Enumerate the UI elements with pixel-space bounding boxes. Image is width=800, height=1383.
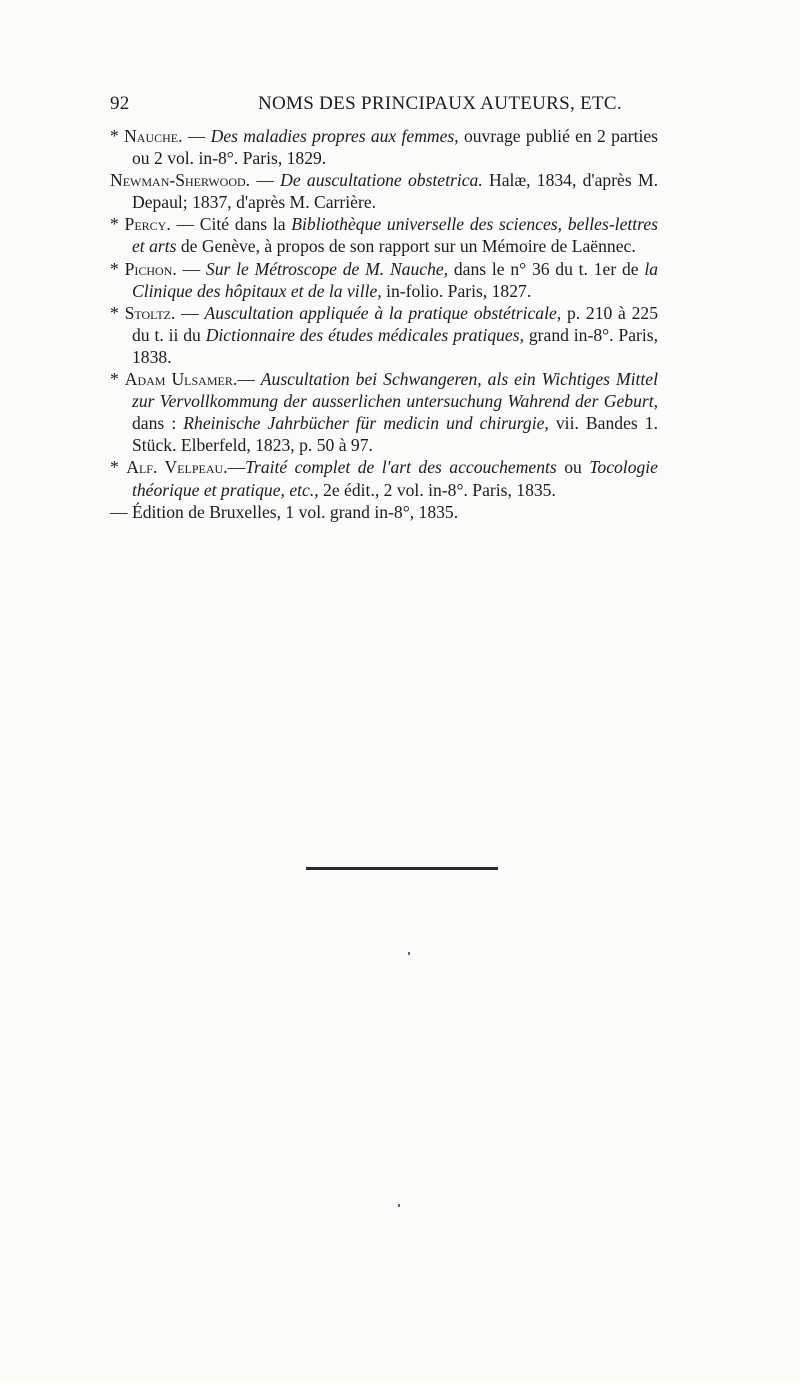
bibliography-entry (110, 501, 658, 523)
entry-title: Bibliothèque universelle des sciences, belles-lettres et arts (132, 214, 658, 257)
entry-title: Des maladies propres aux femmes (210, 126, 455, 146)
page-number: 92 (110, 93, 130, 114)
entry-marker: * (110, 302, 125, 323)
entry-author: Adam Ulsamer. (124, 369, 238, 390)
entry-marker: * (110, 214, 125, 235)
entry-text: — (182, 126, 211, 146)
entry-text: de Genève, à propos de son rapport sur un Mémoire de Laënnec. (176, 236, 636, 257)
entry-text: Halæ, 1834, d'après M. Depaul; 1837, d'après M. Carrière. (132, 170, 658, 213)
print-speck (408, 952, 410, 955)
entry-marker: * (110, 258, 125, 279)
entry-text: dans le n° 36 du t. 1er de (448, 258, 645, 279)
entry-author: Nauche. (124, 126, 183, 146)
entry-text: , ouvrage publié en 2 parties ou 2 vol. in-8°. Paris, 1829. (132, 126, 658, 169)
entry-author: Percy. (124, 214, 171, 235)
entry-text: dans : (132, 413, 184, 434)
entry-text: — Cité dans la (170, 214, 292, 235)
page-header (110, 93, 670, 119)
entry-title: Sur le Métroscope de M. Nauche, (205, 258, 449, 279)
bibliography-entry (110, 125, 658, 169)
entry-text: — (227, 457, 246, 478)
bibliography-entry (110, 169, 658, 213)
entry-title: Dictionnaire des études médicales pratiques, (205, 324, 524, 345)
entry-marker: * (110, 457, 127, 478)
entry-title: Auscultation appliquée à la pratique obstétricale, (204, 302, 562, 323)
entry-marker: * (110, 369, 125, 390)
entry-title: Auscultation bei Schwangeren, als ein Wichtiges Mittel zur Vervollkommung der ausserlichen untersuchung Wahrend der Geburt, (132, 369, 658, 412)
bibliography-entry (110, 456, 658, 500)
entry-author: Pichon. (124, 258, 177, 279)
entry-text: — (237, 369, 261, 390)
bibliography-entry (110, 368, 658, 456)
entry-title: Tocologie théorique et pratique, etc., (132, 457, 658, 500)
entry-text: — (175, 302, 205, 323)
running-title: NOMS DES PRINCIPAUX AUTEURS, ETC. (258, 93, 622, 114)
entry-text: ou (556, 457, 590, 478)
entry-text: — (250, 170, 281, 191)
bibliography-entry (110, 302, 658, 368)
bibliography-entry (110, 258, 658, 302)
entry-title: la Clinique des hôpitaux et de la ville, (132, 258, 659, 301)
entry-author: Newman-Sherwood. (110, 170, 251, 191)
section-rule (306, 867, 498, 870)
entry-title: Rheinische Jahrbücher für medicin und chirurgie, (183, 413, 549, 434)
bibliography-entry (110, 213, 658, 257)
entry-text: — (176, 258, 206, 279)
entry-text: vii. Bandes 1. Stück. Elberfeld, 1823, p. 50 à 97. (132, 413, 659, 456)
entry-title: De auscultatione obstetrica. (280, 170, 483, 191)
entry-author: Alf. Velpeau. (126, 457, 228, 478)
print-speck (398, 1204, 400, 1207)
entry-text: grand in-8°. Paris, 1838. (132, 324, 658, 367)
bibliography-list (110, 125, 658, 523)
entry-text: p. 210 à 225 du t. ii du (132, 302, 659, 345)
entry-marker: * (110, 126, 125, 146)
entry-text: 2e édit., 2 vol. in-8°. Paris, 1835. (318, 479, 556, 500)
entry-text: in-folio. Paris, 1827. (381, 280, 532, 301)
entry-author: Stoltz. (124, 302, 176, 323)
entry-title: Traité complet de l'art des accouchements (245, 457, 557, 478)
entry-text: — Édition de Bruxelles, 1 vol. grand in-8°, 1835. (110, 501, 459, 522)
